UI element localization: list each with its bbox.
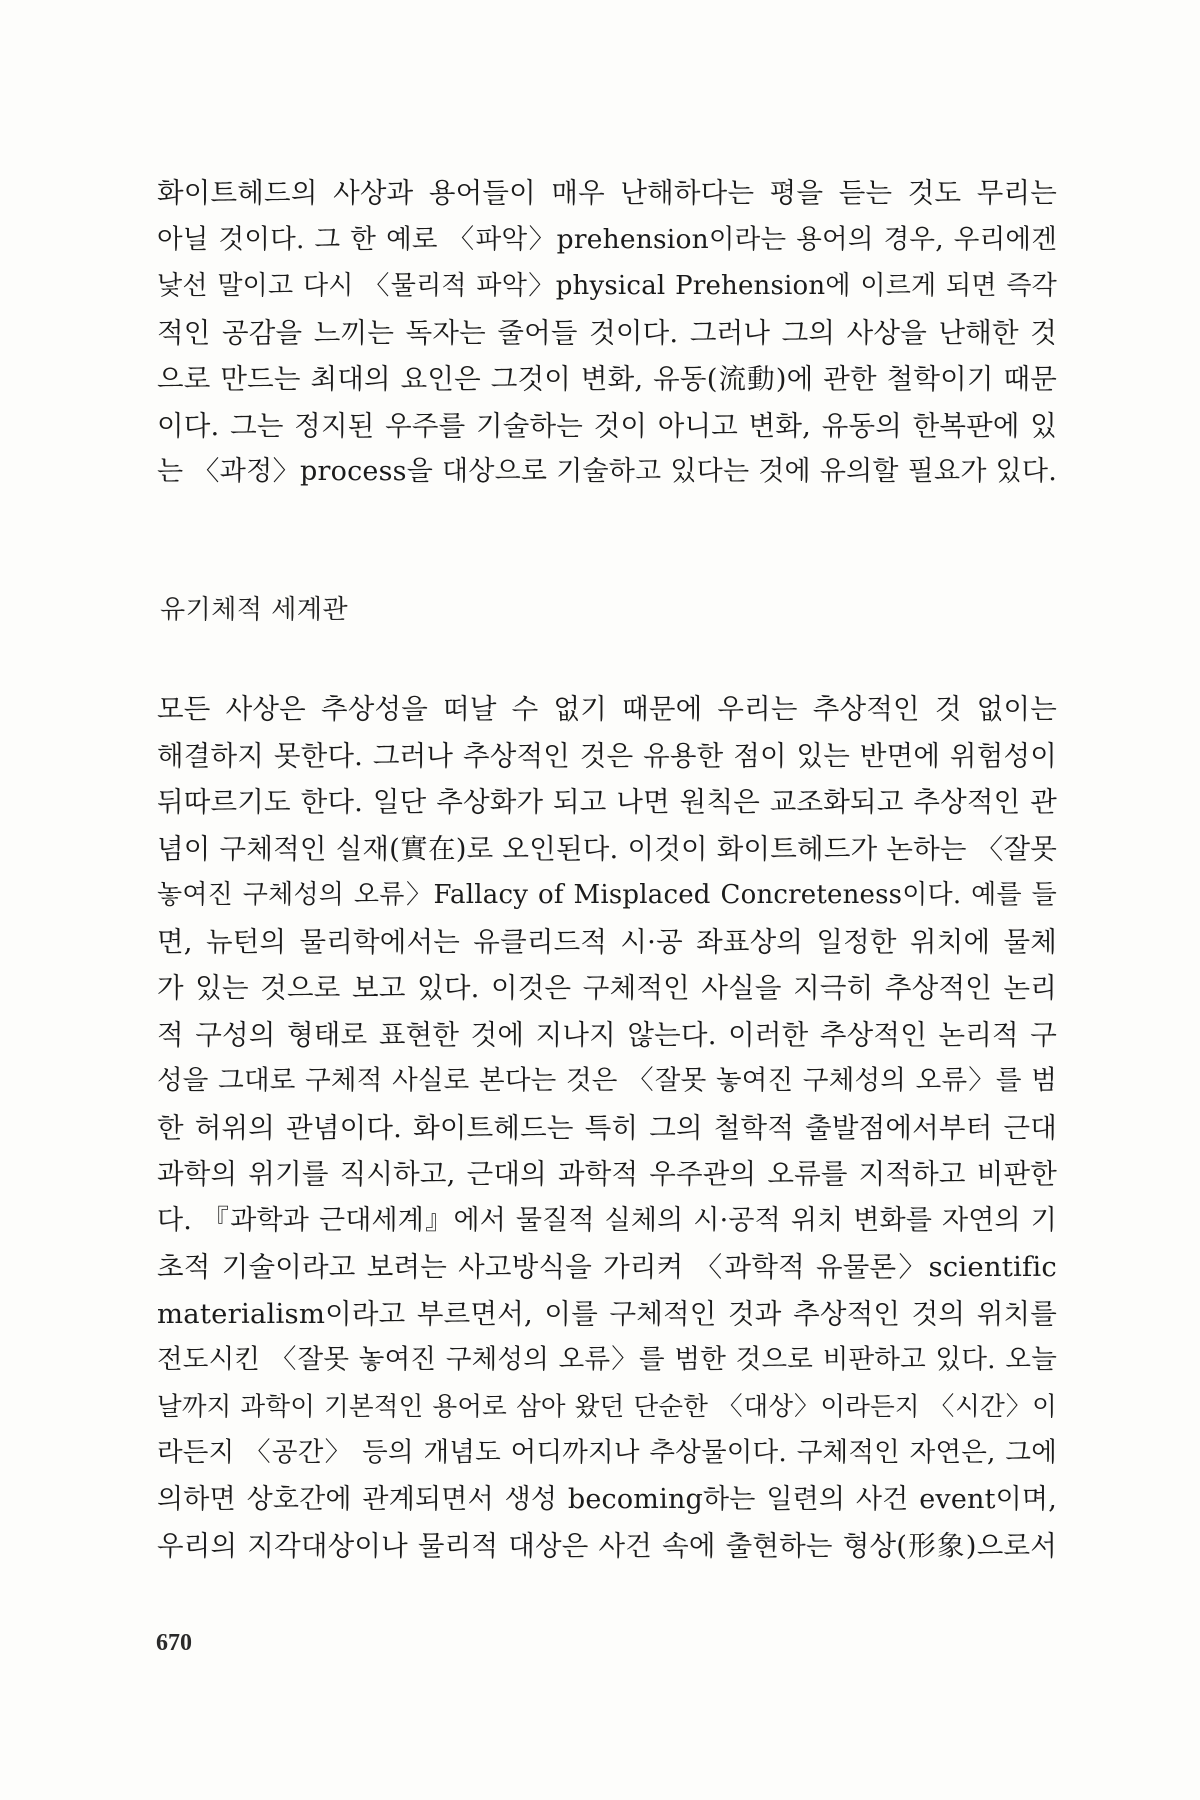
page-number: 670 (156, 1630, 192, 1656)
text-line: 놓여진 구체성의 오류〉Fallacy of Misplaced Concreteness이다. 예를 들 (157, 880, 1057, 910)
text-line: 뒤따르기도 한다. 일단 추상화가 되고 나면 원칙은 교조화되고 추상적인 관 (157, 786, 1057, 818)
paragraph-intro (157, 170, 1057, 496)
text-line: 의하면 상호간에 관계되면서 생성 becoming하는 일련의 사건 event이며, (157, 1483, 1057, 1515)
text-line: 적 구성의 형태로 표현한 것에 지나지 않는다. 이러한 추상적인 논리적 구 (157, 1018, 1057, 1051)
text-line: 과학의 위기를 직시하고, 근대의 과학적 우주관의 오류를 지적하고 비판한 (157, 1158, 1057, 1190)
paragraph-organic-worldview (157, 686, 1057, 1570)
text-line: 면, 뉴턴의 물리학에서는 유클리드적 시·공 좌표상의 일정한 위치에 물체 (157, 925, 1057, 958)
text-line: 한 허위의 관념이다. 화이트헤드는 특히 그의 철학적 출발점에서부터 근대 (157, 1111, 1057, 1144)
text-line: 으로 만드는 최대의 요인은 그것이 변화, 유동(流動)에 관한 철학이기 때문 (157, 363, 1057, 395)
section-heading: 유기체적 세계관 (160, 595, 349, 625)
text-line: 낯선 말이고 다시 〈물리적 파악〉physical Prehension에 이르게 되면 즉각 (157, 271, 1057, 301)
text-line: 적인 공감을 느끼는 독자는 줄어들 것이다. 그러나 그의 사상을 난해한 것 (157, 316, 1057, 349)
text-line: 모든 사상은 추상성을 떠날 수 없기 때문에 우리는 추상적인 것 없이는 (157, 693, 1057, 725)
text-line: 다. 『과학과 근대세계』에서 물질적 실체의 시·공적 위치 변화를 자연의 기 (157, 1204, 1057, 1236)
text-line: 화이트헤드의 사상과 용어들이 매우 난해하다는 평을 듣는 것도 무리는 (157, 177, 1057, 209)
text-line: 날까지 과학이 기본적인 용어로 삼아 왔던 단순한 〈대상〉이라든지 〈시간〉이 (157, 1391, 1057, 1422)
text-line: 가 있는 것으로 보고 있다. 이것은 구체적인 사실을 지극히 추상적인 논리 (157, 972, 1057, 1004)
text-line: 우리의 지각대상이나 물리적 대상은 사건 속에 출현하는 형상(形象)으로서 (157, 1530, 1057, 1562)
text-line: 념이 구체적인 실재(實在)로 오인된다. 이것이 화이트헤드가 논하는 〈잘못 (157, 832, 1057, 865)
text-line: 해결하지 못한다. 그러나 추상적인 것은 유용한 점이 있는 반면에 위험성이 (157, 739, 1057, 772)
text-line: 아닐 것이다. 그 한 예로 〈파악〉prehension이라는 용어의 경우, 우리에겐 (157, 223, 1057, 255)
text-line: 이다. 그는 정지된 우주를 기술하는 것이 아니고 변화, 유동의 한복판에 있 (157, 409, 1057, 442)
text-line: 전도시킨 〈잘못 놓여진 구체성의 오류〉를 범한 것으로 비판하고 있다. 오늘 (157, 1344, 1057, 1375)
text-line: 성을 그대로 구체적 사실로 본다는 것은 〈잘못 놓여진 구체성의 오류〉를 범 (157, 1065, 1057, 1096)
text-line: materialism이라고 부르면서, 이를 구체적인 것과 추상적인 것의 위치를 (157, 1297, 1057, 1330)
text-line: 라든지 〈공간〉 등의 개념도 어디까지나 추상물이다. 구체적인 자연은, 그에 (157, 1437, 1057, 1468)
text-line: 초적 기술이라고 보려는 사고방식을 가리켜 〈과학적 유물론〉scientific (157, 1251, 1057, 1283)
text-line: 는 〈과정〉process을 대상으로 기술하고 있다는 것에 유의할 필요가 있다. (157, 456, 1057, 487)
